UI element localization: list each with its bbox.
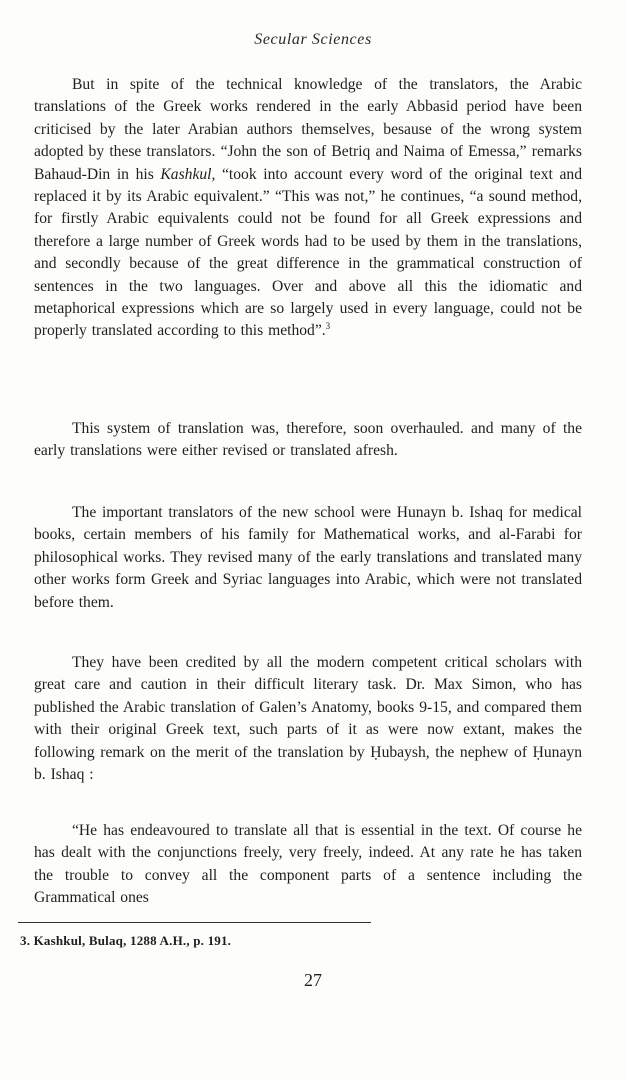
page-number: 27 bbox=[304, 970, 322, 990]
book-title-italic: Kashkul, bbox=[160, 165, 216, 183]
paragraph-system-overhauled: This system of translation was, therefore, soon overhauled. and many of the early translations were either revised or translated afresh. bbox=[34, 420, 582, 460]
paragraph-translation-criticism bbox=[34, 74, 582, 343]
paragraph-text: “took into account every word of the original text and replaced it by its Arabic equivalent.” “This was not,” he continues, “a sound method, for firstly Arabic equivalents could not be found for all Greek expressions and therefore a large number of Greek words had to be used by them in the translations, and secondly because of the great difference in the grammatical construction of sentences in the two languages. Over and above all this the idiomatic and metaphorical expressions which are so largely used in every language, could not be properly translated according to this method”. bbox=[34, 165, 582, 340]
footnote-ref: 3 bbox=[325, 321, 331, 332]
paragraph-new-school: The important translators of the new school were Hunayn b. Ishaq for medical books, certain members of his family for Mathematical works, and al-Farabi for philosophical works. They revised many of the early translations and translated many other works form Greek and Syriac languages into Arabic, which were not translated before them. bbox=[34, 504, 582, 611]
footnote: 3. Kashkul, Bulaq, 1288 A.H., p. 191. bbox=[20, 933, 232, 948]
paragraph-quotation: “He has endeavoured to translate all that is essential in the text. Of course he has dealt with the conjunctions freely, very freely, indeed. At any rate he has taken the trouble to convey all the component parts of a sentence including the Grammatical ones bbox=[34, 822, 582, 907]
paragraph-scholars-credit: They have been credited by all the modern competent critical scholars with great care and caution in their difficult literary task. Dr. Max Simon, who has published the Arabic translation of Galen’s Anatomy, books 9-15, and compared them with their original Greek text, such parts of it as were now extant, makes the following remark on the merit of the translation by Ḥubaysh, the nephew of Ḥunayn b. Ishaq : bbox=[34, 654, 582, 784]
footnote-divider bbox=[18, 922, 371, 923]
running-head: Secular Sciences bbox=[254, 31, 372, 48]
paragraph-text: But in spite of the technical knowledge of the translators, the Arabic translations of the Greek works rendered in the early Abbasid period have been criticised by the later Arabian authors themselves, besause of the wrong system adopted by these translators. “John the son of Betriq and Naima of Emessa,” remarks Bahaud-Din in his bbox=[34, 76, 582, 183]
